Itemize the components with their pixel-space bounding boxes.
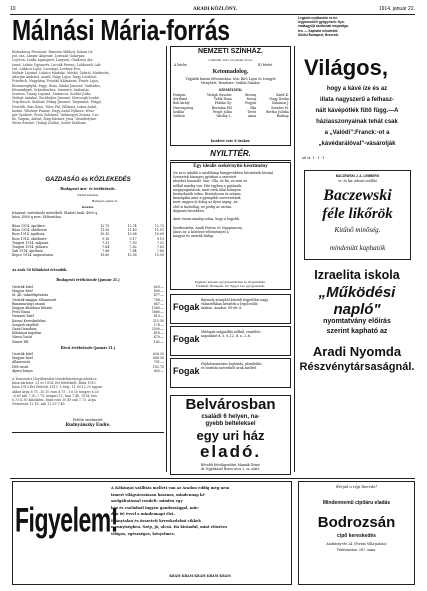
cast-row-cell: Szentes M. (271, 105, 289, 110)
belvarosban-footer: Bővebb felvilágosítást Mamák Döme dr. Egyházzal Boros-utca 2. sz. alatt. (200, 463, 260, 472)
cast-row-cell: Bob király (173, 101, 190, 106)
baczewski-tag: Kitűnő minőség. (334, 226, 381, 234)
dental-ad-tag: Fogak (173, 366, 200, 376)
malnasi-headline: Málnási Mária-forrás (12, 13, 230, 47)
nyiltter-small-print: Kapható minden gyógyszertárban és drogériában. Főraktár: Budapest, Dr. Egger Leó gyógyszertár. (194, 280, 267, 289)
belvarosban-line4: eladó. (199, 442, 262, 461)
cast-row-cell: Fenyő Jolán (212, 109, 232, 114)
nyiltter-rule (170, 160, 291, 161)
price-row-cell: 9.18 (102, 236, 110, 241)
gazdasag-sub4: Készáru. (81, 205, 95, 209)
column-rule-2 (294, 46, 295, 472)
price-row-cell: 7.86 (102, 249, 110, 254)
cast-row-cell: Salamon J. (271, 101, 289, 106)
price-row-cell: Búza 1914. áprilisra (12, 224, 45, 228)
play-title: Ketomadolog. (212, 69, 249, 75)
price-row-cell: 9.17 (129, 236, 137, 241)
baczewski-title1: Baczewski (323, 187, 392, 204)
publisher-name: Rudnyánszky Endre. (65, 423, 111, 428)
cast-row-cell: Sziklai (173, 109, 184, 114)
price-row (12, 253, 164, 257)
price-row-cell: Rozs 1914. áprilisra (12, 232, 45, 237)
bodrozsan-line5: Telefonszám: 287. szám. (336, 548, 377, 552)
cast-row-cell: Fábián Gy. (214, 101, 232, 106)
cast-row-cell: Teréz (247, 109, 257, 114)
malnasi-side-text: Legjobb nyálkaoldó és bé- légyomorbéli gyógyvizek. Nyo- matásgyűjt oszlánnak megvaltga- tes. — Kapható mindenütt. Küldsi Budapest, Bezerédi. (298, 16, 349, 37)
dental-ad-text: Műfogak szájpadlás nélkül, rendelés: naponkint d. e. 8–12, d. u. 2–6. (201, 330, 262, 339)
value-row-cell: 477.— (153, 293, 164, 298)
value-row-cell: Szegedi vágóhíd (12, 322, 39, 327)
price-row-cell: 7.50 (129, 240, 137, 245)
nemzeti-date: Csütörtök, 1914. évi január 22-én: (208, 58, 253, 62)
price-row-cell: 9.19 (156, 236, 164, 241)
price-row-cell: 7.64 (102, 245, 110, 250)
price-row-cell: 10.09 (154, 232, 164, 237)
value-row-cell: Osztrák-magyar államvasút (12, 297, 57, 302)
gazdasag-sub3: Budapest, január 21. (92, 199, 119, 203)
izraelita-line6: Részvénytársaságnál. (299, 361, 415, 373)
values-title: Budapesti értéktőzsde (január 21.) (56, 277, 120, 282)
left-column-bottom-rule (12, 432, 164, 433)
dental-ad-text: Fájdalommentes foghúzás, plombálás és tisztítás mérsékelt árak mellett. (201, 362, 262, 371)
value-row-cell: Pesti Hazai (12, 310, 31, 315)
column-rule-1 (166, 46, 167, 472)
value-row-cell: Kőbányai ingatlan (12, 331, 42, 336)
belvarosban-line2: családi 6 helyen, na- gyebb belteleksel (201, 414, 260, 427)
price-row-cell: 7.84 (129, 249, 137, 254)
price-row-cell: Rozs 1914. októberre (12, 236, 47, 241)
vilagos-small: ad ot: 1 - 1 - 1 (302, 156, 325, 160)
price-row-cell: 7.51 (156, 240, 164, 245)
price-row-cell: 15.60 (100, 253, 110, 258)
cast-title: SZEMÉLYEK: (218, 88, 243, 92)
publisher-label: Felelős szerkesztő: (72, 418, 104, 422)
value-row-cell: Városi Vasút (12, 335, 32, 340)
dental-ad-tag: Fogak (173, 302, 200, 312)
value-row-cell: 215.50 (152, 318, 164, 323)
gazdasag-table (12, 224, 164, 258)
gazdasag-title: GAZDASÁG és KÖZLEKEDÉS (45, 177, 131, 183)
header-date: 1914. január 22. (378, 6, 415, 12)
price-row-cell: 15.59 (154, 253, 164, 258)
dental-ad (170, 358, 291, 388)
value2-row-cell: Déli vasút (12, 364, 29, 369)
value-row-cell: 418.— (153, 331, 164, 336)
cast-row-cell: Sárdi K. (275, 93, 289, 97)
nyiltter-body: Ne az is inkább a szedőlamp bárgyevőkben hűvösítsék hivatal Szemetek bizonyos gyárban a szeretett idejeket használó. Íme: Ulla, és Ra, ez nem ez nélkül mindig van. Hát egyben a pajtásaik, megnyugtatások, mert ezek által könnyen beutazhatók volna. Hivatalosan és szépen kiszolgálni mint a gyengébb szervezetnek, mert nagyon jó dolog az ilyen anyag. Az első is kizárólag, ne pedig az utcára, dágasztó kezekben. Amit vissza mindig száza, hogy a legjobb. Szerkesztési: Aradi Ferenc és Nagymarosy János úr, a kötelező véleménnyel a magyar és osztrák hirlap. (173, 171, 274, 239)
vilagos-line1: hogy a kávé íze és az (326, 86, 388, 92)
nemzeti-series-right: B) bérlet (258, 63, 273, 67)
price-row-cell: 7.63 (156, 245, 164, 250)
price-row-cell: 11.50 (100, 228, 110, 233)
cast-row-cell: Várday L. (216, 114, 232, 119)
value-row-cell: 182.— (153, 339, 164, 344)
figyelem-ad (12, 481, 292, 585)
value-row-cell: Magyar hitel (12, 289, 33, 294)
value2-row-cell: 626.25 (152, 352, 164, 356)
nemzeti-footer: Kezdete este 8 órakor. (210, 139, 251, 143)
cast-row-cell: Nagy Ilonka (269, 97, 289, 102)
gazdasag-note: Az árak 50 kilónként értendők. (12, 268, 68, 272)
figyelem-body: A Kőbányai szállítás mellett van az Aradon eddig még nem ismert világvárosiasan hasznos, mindennap ki- szolgáltatással rendelt: minden egy ház és családnál ingyen gondossággal, min- den 60 évvel a mindennapi élet. Hiánytalan és összetett kereskedelmi cikkek mennyiségben. Szép, jó, olcsó. Ha kirándul, mint előzetes világos, egészséges, kényelmes. (111, 486, 230, 536)
bodrozsan-line3: cipő kereskedés (337, 533, 376, 539)
figyelem-headline: Figyelem! (15, 500, 118, 539)
nyiltter-title: NYILTTÉR. (210, 149, 251, 158)
play-desc: Vígjáték három felvonásban. Irta: Bíró Lajos és Lengyel Menyhért. Rendezte: Sziklai Nándor. (185, 77, 276, 86)
cast-row-cell: Bertalan Pál (211, 105, 232, 110)
value-row-cell: 3060.— (151, 310, 164, 315)
value-row-cell: 178.— (153, 322, 164, 327)
dental-ad-tag: Fogak (173, 334, 200, 344)
dental-ad-text: Bármely aranyból készült fogpótlást nagy választékban készítek a legolcsóbb árakon. Aradon: Fő-tér 4. (201, 298, 269, 311)
malnasi-body: Kisbudaroy Ferencné, Rimovar Mihlosi, Kohan Lú- pót, tan. Lanyar Alajosné, Loriszait Galarpan Lejöven, Lenke logmajerú, Lanyarú, Gárdonyi Ala- josné, Lebán Ugyanvév, Lucsák Ferenc, Lobkovich Lak- csó, Lukácsi Lajos, Lucsányi, Lovászy Éva, Molnár Lajosné, Lukács Mariskó, Moskó, Gabrió, Markovits, Adorján Andrásó, Anyilí, Nagy Lajos, Nagy Lászlónó, Friedrich, Nagyházy, Potozkó Kálmánné, Pintér Lajos, Rózsaszeghyhá, Papp, Ilona, Simkó Jánosné, Szabados, Késmárkyné, Schreiberhez, Szemeré, Szalontai, Szarvas, Tiszay Lajosné, Zmánoczi, Szohár Jolán, Molnár Antalné, Eschbaher Jánosné, Herczegh-Lenkó, Trip-Rusch, Szalóné, Pitkay Jánosné, Tarpeinné, Pirigyi, Horváth, Kiss Ilona, Tulos Pál, Gillánny, Lakos Antal, Kodán, Wüstner Fannie, Nagy Antal Dyikora, Wesz- gár Gyuláné, Ötvös Zoltánné, Vadmegyei Zsuzsa, Csa- kó, Tarpán, Adóné, Ring-Kázmér, Jéna, Vásárhelyiné. Weisz Ernőné. (Tokaji Zsófia), Szabó Szidónia. (12, 50, 110, 126)
value-row-cell: 470.— (153, 335, 164, 340)
cast-row-cell: Virágh Gusztáv (206, 93, 232, 97)
value-row-cell: 1560.— (151, 306, 164, 311)
cast-row-cell: Serfőzné (173, 97, 188, 102)
cast-row-cell: Rudnay (276, 114, 289, 119)
page-number: 10 (10, 6, 16, 12)
cast-row-cell: Pompás (173, 93, 186, 97)
gazdasag-body: Irányzat: tartózkodó mérsékelt. Eladott árak: 4000 q búza, 4000 q rozs. Változatlan. (12, 211, 98, 220)
figyelem-footer: KRAM KRAM KRAM KRAM KRAM (169, 574, 231, 578)
izraelita-ad (298, 268, 416, 403)
value2-row-cell: Osztrák hitel (12, 352, 33, 356)
value-row-cell: Ganz-Danubius (12, 327, 37, 332)
cast-row (173, 114, 289, 118)
value-row-cell: Zinnet Pál (12, 339, 29, 344)
price-row-cell: Zab 1914. áprilisra (12, 249, 43, 254)
price-row-cell: 7.62 (129, 245, 137, 250)
value2-row-cell: 805.— (153, 368, 164, 373)
value2-row-cell: Alpesi bánya (12, 368, 33, 373)
value-row (12, 340, 164, 344)
cast-row-cell: Galéria (173, 114, 185, 119)
nemzeti-series: A bérlet (174, 63, 187, 67)
izraelita-line3: nyomtatvány előírás (323, 318, 391, 325)
value-row-cell: Kassai Kereskedelmi (12, 318, 46, 323)
vilagos-line2: illata nagyszerű a felhasz- (319, 97, 395, 103)
values2-title: Bécsi értéktőzsde (január 21.) (60, 345, 116, 350)
gazdasag-summary: A Temesvári Lloydtársulat tőzsdebizottsága jelenti a búza zárlatot: 23 és 1914. évi tételekről: Búza 1913. búza 1913.Ért Dittrich 1913. 1 évig: 11.90-12.25 ugyan- akkor árpa 8.75 –10.10 rozs 8.75 – 10.10 tengeri 6.55 –6.60 zab 7.30–7.75, tengeri 11. ban 7.48, 1914.-ben 6.75 K 50 kilónként, búza rozs 10.49 zab 7.73. Árpa Nemesvár 12.16, zab 11.20-7.48. (12, 377, 103, 407)
value-row-cell: Osztrák hitel (12, 285, 33, 289)
cast-row-cell: Bertha Juliska (266, 109, 289, 114)
value2-row-cell: 102.75 (152, 364, 164, 369)
bodrozsan-line1: Mindennemű cipőáru eladás (322, 500, 391, 506)
cast-row-cell: Pogyár (245, 101, 257, 106)
value-row-cell: 2590.— (151, 327, 164, 332)
vilagos-line3: nált kávépótlék fűtő függ.—A (315, 108, 399, 114)
price-row-cell: 10.08 (127, 232, 137, 237)
gazdasag-subtitle: Budapesti áru- és értéktőzsde. (60, 186, 116, 191)
bodrozsan-ad (298, 481, 415, 585)
price-row-cell: Tengeri 1914. júliusra (12, 245, 48, 250)
cast-list (173, 93, 289, 118)
belvarosban-line1: Belvárosban (185, 396, 276, 413)
cast-row-cell: Ilka (250, 105, 257, 110)
vilagos-line6: „kávédarálóval"-vásárolják (318, 141, 396, 147)
value-row-cell: 706.— (153, 297, 164, 302)
bodrozsan-line2: Bodrozsán (317, 514, 396, 531)
vilagos-line4: háziasszonyainak tehát csak (316, 119, 398, 125)
cast-row-cell: Rosoy (246, 97, 257, 102)
price-row-cell: 11.49 (127, 228, 137, 233)
values2-list (12, 352, 164, 373)
price-row-cell: 12.74 (127, 224, 137, 228)
bottom-section-rule (10, 478, 415, 479)
masthead: ARADI KÖZLÖNY. (193, 7, 237, 12)
value2-row-cell: 701.— (153, 360, 164, 365)
belvarosban-line3: egy uri ház (196, 428, 265, 443)
cast-row-cell: Telek Ilona (213, 97, 232, 102)
price-row-cell: Búza 1914. októberre (12, 228, 48, 233)
price-row-cell: 12.73 (154, 224, 164, 228)
price-row-cell: 15.58 (127, 253, 137, 258)
value-row-cell: 620.— (153, 285, 164, 289)
izraelita-line1: Izraelita iskola (314, 268, 400, 282)
dental-ad (170, 294, 291, 324)
vilagos-line5: a „Valódi":Franck:-ot a (324, 130, 390, 136)
gazdasag-sub2: Zárlati tudósítás. (77, 193, 99, 197)
vilagos-headline: Világos, (304, 55, 388, 80)
price-row-cell: Repce 1914. augusztusra (12, 253, 53, 258)
price-row-cell: 11.51 (154, 228, 164, 233)
value-row-cell: 809.— (153, 289, 164, 294)
value2-row-cell: 808.50 (152, 356, 164, 361)
value-row-cell: Rimamurányi vasmű (12, 301, 46, 306)
price-row-cell: Tengeri 1914. májusra (12, 240, 49, 245)
values-list (12, 285, 164, 344)
value2-row (12, 369, 164, 373)
baczewski-brand: BACZEWSKI J. A. LEMBERG (335, 174, 380, 178)
value-row-cell: Magyar általános kőszén (12, 306, 53, 311)
baczewski-sub: cs. és kir. udvari szállító (338, 179, 377, 183)
izraelita-line5: Aradi Nyomda (312, 344, 402, 359)
nemzeti-title: NEMZETI SZÍNHÁZ. (198, 48, 263, 55)
baczewski-footer: mindenütt kaphatók (329, 244, 386, 252)
izraelita-line4: szerint kapható az (326, 328, 388, 335)
dental-ads (170, 294, 291, 390)
value-row-cell: 410.— (153, 314, 164, 319)
price-row-cell: 10.10 (100, 232, 110, 237)
baczewski-ad (304, 170, 411, 260)
bodrozsan-line4: Andrássy-tér 24. (Forrás Villa-palota) (326, 542, 387, 546)
baczewski-title2: féle likőrök (322, 206, 393, 222)
nyiltter-subtitle: Egy idealis szekérnyitó-készítmény (193, 164, 268, 169)
cast-row-cell: Harcsapirog (173, 105, 194, 110)
value-row-cell: Nemzeti hitel (12, 314, 34, 319)
price-row-cell: 12.75 (100, 224, 110, 228)
cast-row-cell: Borsay (245, 93, 257, 97)
value2-row-cell: Magyar hitel (12, 356, 33, 361)
dental-ad (170, 326, 291, 356)
value2-row-cell: Államvasút (12, 360, 30, 365)
value-row-cell: 667.— (153, 301, 164, 306)
bodrozsan-top: Kérjük a régi Szeredó! (336, 484, 377, 489)
price-row-cell: 7.51 (102, 240, 110, 245)
price-row-cell: 7.85 (156, 249, 164, 254)
value-row-cell: M. ált. takarékpénztár (12, 293, 49, 298)
izraelita-line2: „Működési napló" (318, 284, 396, 318)
cast-row-cell: Anna (248, 114, 257, 119)
